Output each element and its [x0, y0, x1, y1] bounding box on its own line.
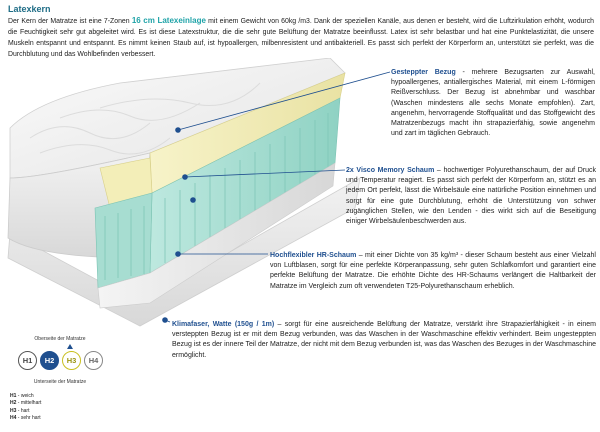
intro-highlight: 16 cm Latexeinlage [131, 16, 206, 25]
hr-foam-label: Hochflexibler HR-Schaum [270, 252, 357, 259]
fiber-label: Klimafaser, Watte (150g / 1m) [172, 321, 275, 328]
hardness-scale [10, 336, 120, 428]
cover-label: Gesteppter Bezug [391, 69, 456, 76]
legend-item: H4 - sehr hart [10, 415, 41, 422]
legend-item: H1 - weich [10, 393, 34, 399]
fiber-text: – sorgt für eine ausreichende Belüftung der Matratze, verstärkt ihre Strapazierfähigkeit - in einem versteppten Bezug ist er mit dem Bezug verbunden, was das Waschen in der Waschmaschine effektiv verhindert. Beim ungesteppten Bezug ist es der innere Teil der Matratze, der nicht mit dem Bezug verbunden ist, was das Waschen des Bezuges in der Waschmaschine ermöglicht. [172, 321, 596, 359]
hardness-h3-icon: H3 [62, 351, 81, 370]
latex-core-front [95, 193, 152, 288]
intro-text-2: mit einem Gewicht von 60kg /m3. Dank der speziellen Kanäle, aus denen er besteht, wird die Luftzirkulation erhöht, wodurch die Feuchtigkeit sehr gut abgeleitet wird. Es ist diese Latexstruktur, die die sehr gute Belüftung der Matratze beeinflusst. Latex ist sehr belastbar und hat eine Punktelastizität, die unsere Muskeln entspannt und entspannt. Es nimmt keinen Staub auf, ist hypoallergen, milbenresistent und antibakteriell. Es passt sich perfekt der Körperform an, unterstützt sie perfekt, was die Durchblutung und das Wohlbefinden verbessert. [8, 18, 594, 58]
legend-item: H2 - mittelhart [10, 400, 42, 407]
hr-foam-text: – mit einer Dichte von 35 kg/m³ - dieser Schaum besteht aus einer Vielzahl von Luftblasen, sorgt für eine perfekte Körperanpassung, sehr guten Schlafkomfort und garantiert eine perfekte Belüftung der Matratze. Die erhöhte Dichte des HR-Schaums verlängert die Haltbarkeit der Matratze im Vergleich zum oft verwendeten T25-Polyurethanschaum erheblich. [270, 252, 596, 290]
top-side-label: Oberseite der Matratze [34, 336, 86, 342]
cover-text: - mehrere Bezugsarten zur Auswahl, hypoallergenes, antiallergisches Material, mit einem L-förmigen Reißverschluss. Der Bezug ist abnehmbar und waschbar (Waschen mindestens alle sechs Monate empfohlen). Zart, angenehm, hervorragende Stoffqualität und das Stoffgewicht des Matratzenbezugs macht ihn strapazierfähig, sowie angenehm und zart im täglichen Gebrauch. [391, 69, 596, 138]
memory-foam-description [346, 166, 596, 227]
hr-foam-description [270, 251, 596, 292]
intro-title: Latexkern [8, 4, 51, 14]
arrow-up-icon [67, 344, 73, 349]
hardness-legend [10, 393, 41, 423]
bottom-side-label: Unterseite der Matratze [33, 379, 87, 385]
legend-item: H3 - hart [10, 407, 30, 414]
hardness-circles [18, 351, 103, 370]
memory-foam-text: – hochwertiger Polyurethanschaum, der auf Druck und Temperatur reagiert. Es passt sich perfekt der Körperform an, stützt es an jedem Ort perfekt, lässt die Wirbelsäule eine natürliche Position einnehmen und sorgt für eine gute Durchblutung, erhöht die Unterstützung von schwer zugänglichen Stellen, wie den Lenden - dies wirkt sich auf die Beseitigung einiger Wirbelsäulenbeschwerden aus. [346, 167, 596, 226]
memory-foam-label: 2x Visco Memory Schaum [346, 167, 435, 174]
fiber-description [172, 320, 596, 361]
hardness-h2-icon: H2 [40, 351, 59, 370]
hardness-h1-icon: H1 [18, 351, 37, 370]
hardness-h4-icon: H4 [84, 351, 103, 370]
intro-text-1: Der Kern der Matratze ist eine 7-Zonen [8, 18, 132, 25]
intro-text [8, 15, 594, 60]
cover-description [391, 68, 595, 139]
